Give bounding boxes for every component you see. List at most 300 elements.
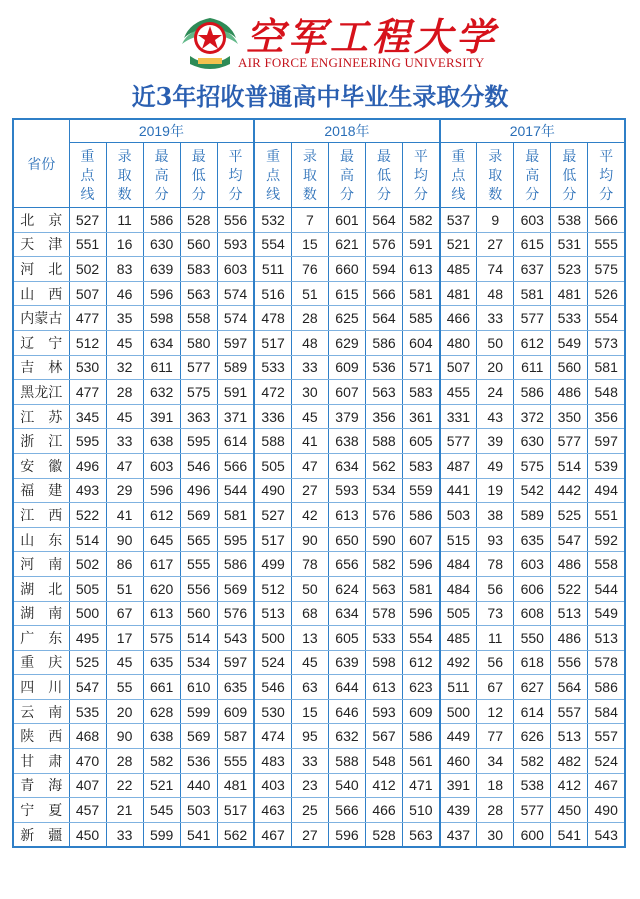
score-cell-highest-score: 581 (514, 281, 551, 306)
score-cell-highest-score: 605 (328, 626, 365, 651)
score-cell-admitted-count: 7 (291, 208, 328, 233)
score-cell-average-score: 609 (217, 699, 254, 724)
province-cell: 内蒙古 (13, 306, 69, 331)
page-title: 近3年招收普通高中毕业生录取分数 (131, 82, 509, 111)
province-cell: 吉 林 (13, 355, 69, 380)
score-cell-key-line: 507 (440, 355, 477, 380)
province-cell: 湖 南 (13, 601, 69, 626)
score-cell-admitted-count: 78 (291, 552, 328, 577)
score-cell-key-line: 481 (440, 281, 477, 306)
metric-header-char: 平 (413, 147, 428, 164)
year-header-2018: 2018年 (254, 119, 439, 143)
score-cell-key-line: 331 (440, 404, 477, 429)
score-cell-lowest-score: 558 (180, 306, 217, 331)
province-cell: 河 南 (13, 552, 69, 577)
score-cell-average-score: 581 (403, 281, 440, 306)
year-header-2017: 2017年 (440, 119, 625, 143)
score-cell-key-line: 437 (440, 822, 477, 847)
score-cell-highest-score: 624 (328, 576, 365, 601)
score-cell-key-line: 533 (254, 355, 291, 380)
metric-header-char: 点 (80, 166, 95, 183)
score-cell-key-line: 511 (440, 675, 477, 700)
score-cell-lowest-score: 538 (551, 208, 588, 233)
province-cell: 浙 江 (13, 429, 69, 454)
score-cell-admitted-count: 23 (291, 773, 328, 798)
score-cell-key-line: 493 (69, 478, 106, 503)
score-cell-key-line: 537 (440, 208, 477, 233)
score-cell-average-score: 490 (588, 798, 625, 823)
score-cell-admitted-count: 45 (106, 330, 143, 355)
province-cell: 安 徽 (13, 453, 69, 478)
province-cell: 河 北 (13, 257, 69, 282)
metric-header-char: 数 (302, 185, 317, 202)
score-cell-average-score: 613 (403, 257, 440, 282)
score-cell-key-line: 588 (254, 429, 291, 454)
score-cell-admitted-count: 22 (106, 773, 143, 798)
score-cell-key-line: 517 (254, 330, 291, 355)
table-row (13, 650, 625, 675)
score-cell-admitted-count: 55 (106, 675, 143, 700)
score-cell-highest-score: 601 (328, 208, 365, 233)
score-cell-average-score: 595 (217, 527, 254, 552)
score-cell-highest-score: 638 (328, 429, 365, 454)
province-cell: 北 京 (13, 208, 69, 233)
score-cell-admitted-count: 18 (477, 773, 514, 798)
metric-header-average-score (588, 143, 625, 208)
score-cell-average-score: 555 (217, 749, 254, 774)
metric-header-lowest-score (366, 143, 403, 208)
score-cell-average-score: 593 (217, 232, 254, 257)
score-cell-lowest-score: 466 (366, 798, 403, 823)
score-cell-admitted-count: 46 (106, 281, 143, 306)
score-cell-key-line: 487 (440, 453, 477, 478)
score-cell-highest-score: 372 (514, 404, 551, 429)
score-cell-lowest-score: 523 (551, 257, 588, 282)
score-cell-average-score: 526 (588, 281, 625, 306)
score-cell-key-line: 505 (254, 453, 291, 478)
score-cell-admitted-count: 90 (106, 724, 143, 749)
score-cell-highest-score: 632 (328, 724, 365, 749)
score-cell-key-line: 515 (440, 527, 477, 552)
metric-header-char: 线 (266, 185, 281, 202)
score-cell-lowest-score: 548 (366, 749, 403, 774)
score-cell-average-score: 549 (588, 601, 625, 626)
score-cell-lowest-score: 562 (366, 453, 403, 478)
university-name-en: AIR FORCE ENGINEERING UNIVERSITY (238, 55, 485, 70)
metric-header-char: 点 (266, 166, 281, 183)
score-cell-average-score: 554 (588, 306, 625, 331)
score-cell-average-score: 559 (403, 478, 440, 503)
score-cell-highest-score: 614 (514, 699, 551, 724)
metric-header-char: 重 (266, 147, 281, 164)
score-cell-highest-score: 577 (514, 798, 551, 823)
score-cell-admitted-count: 16 (106, 232, 143, 257)
score-cell-key-line: 455 (440, 380, 477, 405)
score-cell-average-score: 583 (403, 453, 440, 478)
score-cell-average-score: 597 (217, 330, 254, 355)
score-cell-key-line: 595 (69, 429, 106, 454)
score-cell-highest-score: 637 (514, 257, 551, 282)
score-cell-admitted-count: 21 (106, 798, 143, 823)
metric-header-char: 最 (377, 147, 392, 164)
score-cell-lowest-score: 598 (366, 650, 403, 675)
score-cell-lowest-score: 528 (366, 822, 403, 847)
score-cell-average-score: 557 (588, 724, 625, 749)
score-cell-key-line: 470 (69, 749, 106, 774)
score-cell-admitted-count: 63 (291, 675, 328, 700)
score-cell-average-score: 592 (588, 527, 625, 552)
score-cell-lowest-score: 514 (551, 453, 588, 478)
score-cell-admitted-count: 93 (477, 527, 514, 552)
score-cell-average-score: 576 (217, 601, 254, 626)
metric-header-char: 线 (451, 185, 466, 202)
metric-header-char: 数 (117, 185, 132, 202)
score-cell-average-score: 585 (403, 306, 440, 331)
score-cell-highest-score: 613 (143, 601, 180, 626)
metric-header-lowest-score (180, 143, 217, 208)
score-cell-highest-score: 603 (143, 453, 180, 478)
score-cell-highest-score: 634 (328, 453, 365, 478)
score-cell-key-line: 517 (254, 527, 291, 552)
year-header-row (13, 119, 625, 143)
table-row (13, 355, 625, 380)
score-cell-average-score: 597 (217, 650, 254, 675)
score-cell-admitted-count: 56 (477, 650, 514, 675)
score-cell-highest-score: 635 (143, 650, 180, 675)
score-cell-key-line: 403 (254, 773, 291, 798)
score-cell-highest-score: 644 (328, 675, 365, 700)
province-cell: 山 东 (13, 527, 69, 552)
score-cell-admitted-count: 33 (291, 749, 328, 774)
score-cell-average-score: 596 (403, 552, 440, 577)
score-cell-key-line: 477 (69, 306, 106, 331)
province-cell: 广 东 (13, 626, 69, 651)
score-cell-key-line: 505 (69, 576, 106, 601)
score-cell-lowest-score: 593 (366, 699, 403, 724)
score-cell-highest-score: 577 (514, 306, 551, 331)
score-cell-highest-score: 596 (328, 822, 365, 847)
score-cell-highest-score: 639 (143, 257, 180, 282)
metric-header-char: 最 (154, 147, 169, 164)
score-cell-key-line: 457 (69, 798, 106, 823)
score-cell-highest-score: 612 (143, 503, 180, 528)
score-cell-lowest-score: 546 (180, 453, 217, 478)
table-row (13, 552, 625, 577)
score-cell-average-score: 586 (403, 503, 440, 528)
table-row (13, 675, 625, 700)
score-cell-admitted-count: 74 (477, 257, 514, 282)
score-cell-highest-score: 596 (143, 281, 180, 306)
score-cell-lowest-score: 525 (551, 503, 588, 528)
score-cell-admitted-count: 95 (291, 724, 328, 749)
score-cell-highest-score: 627 (514, 675, 551, 700)
score-cell-average-score: 554 (403, 626, 440, 651)
score-cell-highest-score: 575 (143, 626, 180, 651)
metric-header-char: 平 (228, 147, 243, 164)
score-cell-highest-score: 593 (328, 478, 365, 503)
score-cell-average-score: 623 (403, 675, 440, 700)
score-cell-lowest-score: 350 (551, 404, 588, 429)
score-cell-lowest-score: 555 (180, 552, 217, 577)
score-cell-key-line: 449 (440, 724, 477, 749)
score-cell-key-line: 485 (440, 626, 477, 651)
score-cell-admitted-count: 33 (291, 355, 328, 380)
score-cell-admitted-count: 45 (291, 650, 328, 675)
metric-header-char: 高 (339, 166, 354, 183)
metric-header-char: 均 (413, 166, 428, 183)
score-cell-admitted-count: 33 (477, 306, 514, 331)
score-cell-average-score: 569 (217, 576, 254, 601)
province-cell: 福 建 (13, 478, 69, 503)
score-cell-highest-score: 599 (143, 822, 180, 847)
score-cell-key-line: 492 (440, 650, 477, 675)
score-cell-average-score: 612 (403, 650, 440, 675)
score-cell-lowest-score: 513 (551, 601, 588, 626)
score-cell-lowest-score: 450 (551, 798, 588, 823)
score-cell-admitted-count: 48 (291, 330, 328, 355)
metric-header-char: 分 (377, 185, 392, 202)
score-cell-lowest-score: 556 (551, 650, 588, 675)
score-cell-key-line: 499 (254, 552, 291, 577)
score-cell-average-score: 494 (588, 478, 625, 503)
score-cell-lowest-score: 575 (180, 380, 217, 405)
score-cell-lowest-score: 513 (551, 724, 588, 749)
score-cell-admitted-count: 9 (477, 208, 514, 233)
score-cell-admitted-count: 11 (477, 626, 514, 651)
metric-header-char: 高 (154, 166, 169, 183)
score-cell-lowest-score: 496 (180, 478, 217, 503)
score-cell-highest-score: 588 (328, 749, 365, 774)
score-cell-highest-score: 634 (143, 330, 180, 355)
province-cell: 天 津 (13, 232, 69, 257)
score-cell-highest-score: 586 (514, 380, 551, 405)
score-cell-lowest-score: 531 (551, 232, 588, 257)
score-cell-highest-score: 634 (328, 601, 365, 626)
table-row (13, 478, 625, 503)
score-cell-lowest-score: 522 (551, 576, 588, 601)
score-cell-key-line: 502 (69, 257, 106, 282)
score-cell-admitted-count: 47 (106, 453, 143, 478)
score-cell-highest-score: 620 (143, 576, 180, 601)
score-cell-key-line: 463 (254, 798, 291, 823)
table-row (13, 576, 625, 601)
metric-header-char: 最 (562, 147, 577, 164)
metric-header-key-line (69, 143, 106, 208)
score-cell-highest-score: 630 (514, 429, 551, 454)
score-cell-admitted-count: 15 (291, 699, 328, 724)
score-cell-key-line: 490 (254, 478, 291, 503)
score-cell-admitted-count: 33 (106, 429, 143, 454)
metric-header-char: 取 (302, 166, 317, 183)
score-cell-average-score: 513 (588, 626, 625, 651)
score-cell-admitted-count: 28 (477, 798, 514, 823)
score-cell-average-score: 583 (403, 380, 440, 405)
score-cell-admitted-count: 33 (106, 822, 143, 847)
score-cell-highest-score: 379 (328, 404, 365, 429)
score-cell-highest-score: 613 (328, 503, 365, 528)
score-cell-admitted-count: 15 (291, 232, 328, 257)
score-cell-admitted-count: 73 (477, 601, 514, 626)
table-row (13, 306, 625, 331)
score-cell-lowest-score: 564 (551, 675, 588, 700)
score-cell-average-score: 587 (217, 724, 254, 749)
province-cell: 湖 北 (13, 576, 69, 601)
score-cell-highest-score: 606 (514, 576, 551, 601)
metric-header-char: 取 (488, 166, 503, 183)
score-cell-average-score: 543 (217, 626, 254, 651)
score-cell-admitted-count: 76 (291, 257, 328, 282)
score-cell-key-line: 450 (69, 822, 106, 847)
score-cell-highest-score: 625 (328, 306, 365, 331)
metric-header-highest-score (143, 143, 180, 208)
admission-scores-table (12, 118, 626, 848)
metric-header-char: 线 (80, 185, 95, 202)
score-cell-admitted-count: 24 (477, 380, 514, 405)
table-row (13, 749, 625, 774)
score-cell-highest-score: 632 (143, 380, 180, 405)
metric-header-char: 重 (451, 147, 466, 164)
score-cell-key-line: 478 (254, 306, 291, 331)
score-cell-average-score: 581 (403, 576, 440, 601)
score-cell-average-score: 584 (588, 699, 625, 724)
table-row (13, 281, 625, 306)
score-cell-average-score: 581 (217, 503, 254, 528)
table-row (13, 232, 625, 257)
score-cell-highest-score: 582 (143, 749, 180, 774)
score-cell-key-line: 441 (440, 478, 477, 503)
score-cell-key-line: 480 (440, 330, 477, 355)
province-cell: 青 海 (13, 773, 69, 798)
table-row (13, 724, 625, 749)
score-cell-admitted-count: 67 (106, 601, 143, 626)
score-cell-average-score: 524 (588, 749, 625, 774)
score-cell-admitted-count: 17 (106, 626, 143, 651)
score-cell-admitted-count: 13 (291, 626, 328, 651)
score-cell-lowest-score: 580 (180, 330, 217, 355)
metric-header-char: 高 (525, 166, 540, 183)
score-cell-admitted-count: 32 (106, 355, 143, 380)
score-cell-lowest-score: 577 (551, 429, 588, 454)
table-row (13, 798, 625, 823)
score-cell-average-score: 604 (403, 330, 440, 355)
score-cell-average-score: 544 (588, 576, 625, 601)
score-cell-key-line: 527 (69, 208, 106, 233)
metric-header-char: 分 (154, 185, 169, 202)
metric-header-char: 分 (413, 185, 428, 202)
score-cell-highest-score: 609 (328, 355, 365, 380)
score-cell-highest-score: 645 (143, 527, 180, 552)
province-cell: 江 苏 (13, 404, 69, 429)
score-cell-admitted-count: 83 (106, 257, 143, 282)
score-cell-lowest-score: 563 (366, 576, 403, 601)
score-cell-highest-score: 629 (328, 330, 365, 355)
score-cell-key-line: 467 (254, 822, 291, 847)
score-cell-average-score: 635 (217, 675, 254, 700)
metric-header-admitted-count (106, 143, 143, 208)
score-cell-lowest-score: 533 (366, 626, 403, 651)
score-cell-lowest-score: 541 (180, 822, 217, 847)
metric-header-key-line (440, 143, 477, 208)
score-cell-lowest-score: 536 (366, 355, 403, 380)
score-cell-average-score: 591 (217, 380, 254, 405)
metric-header-char: 分 (228, 185, 243, 202)
score-cell-highest-score: 621 (328, 232, 365, 257)
score-cell-lowest-score: 557 (551, 699, 588, 724)
score-cell-highest-score: 607 (328, 380, 365, 405)
province-cell: 甘 肃 (13, 749, 69, 774)
score-cell-admitted-count: 45 (291, 404, 328, 429)
score-cell-lowest-score: 564 (366, 306, 403, 331)
score-cell-admitted-count: 30 (477, 822, 514, 847)
score-cell-highest-score: 617 (143, 552, 180, 577)
score-cell-key-line: 500 (69, 601, 106, 626)
score-cell-lowest-score: 566 (366, 281, 403, 306)
score-cell-lowest-score: 363 (180, 404, 217, 429)
score-cell-lowest-score: 486 (551, 626, 588, 651)
score-cell-admitted-count: 45 (106, 650, 143, 675)
metric-header-admitted-count (477, 143, 514, 208)
metric-header-average-score (217, 143, 254, 208)
score-cell-average-score: 596 (403, 601, 440, 626)
score-cell-highest-score: 600 (514, 822, 551, 847)
score-cell-key-line: 516 (254, 281, 291, 306)
score-cell-average-score: 581 (588, 355, 625, 380)
score-cell-average-score: 566 (217, 453, 254, 478)
score-cell-key-line: 527 (254, 503, 291, 528)
metric-header-char: 分 (191, 185, 206, 202)
score-cell-highest-score: 603 (514, 552, 551, 577)
score-cell-admitted-count: 35 (106, 306, 143, 331)
score-cell-highest-score: 639 (328, 650, 365, 675)
score-cell-average-score: 586 (217, 552, 254, 577)
score-cell-lowest-score: 563 (366, 380, 403, 405)
score-cell-highest-score: 538 (514, 773, 551, 798)
score-cell-highest-score: 575 (514, 453, 551, 478)
table-row (13, 527, 625, 552)
score-cell-admitted-count: 50 (477, 330, 514, 355)
score-cell-lowest-score: 576 (366, 232, 403, 257)
score-cell-key-line: 500 (254, 626, 291, 651)
score-cell-lowest-score: 412 (551, 773, 588, 798)
score-cell-admitted-count: 56 (477, 576, 514, 601)
score-cell-average-score: 361 (403, 404, 440, 429)
score-cell-admitted-count: 20 (106, 699, 143, 724)
score-cell-highest-score: 608 (514, 601, 551, 626)
score-cell-key-line: 483 (254, 749, 291, 774)
metric-header-char: 平 (599, 147, 614, 164)
score-cell-average-score: 582 (403, 208, 440, 233)
score-cell-admitted-count: 34 (477, 749, 514, 774)
province-cell: 云 南 (13, 699, 69, 724)
score-cell-lowest-score: 588 (366, 429, 403, 454)
score-cell-admitted-count: 27 (291, 822, 328, 847)
score-cell-key-line: 547 (69, 675, 106, 700)
score-cell-admitted-count: 27 (291, 478, 328, 503)
score-cell-admitted-count: 49 (477, 453, 514, 478)
year-header-2019: 2019年 (69, 119, 254, 143)
score-cell-highest-score: 596 (143, 478, 180, 503)
province-cell: 山 西 (13, 281, 69, 306)
score-cell-admitted-count: 51 (106, 576, 143, 601)
score-cell-lowest-score: 583 (180, 257, 217, 282)
score-cell-key-line: 532 (254, 208, 291, 233)
score-cell-lowest-score: 576 (366, 503, 403, 528)
province-cell: 江 西 (13, 503, 69, 528)
score-cell-highest-score: 635 (514, 527, 551, 552)
score-cell-average-score: 544 (217, 478, 254, 503)
score-cell-admitted-count: 30 (291, 380, 328, 405)
score-cell-lowest-score: 569 (180, 724, 217, 749)
